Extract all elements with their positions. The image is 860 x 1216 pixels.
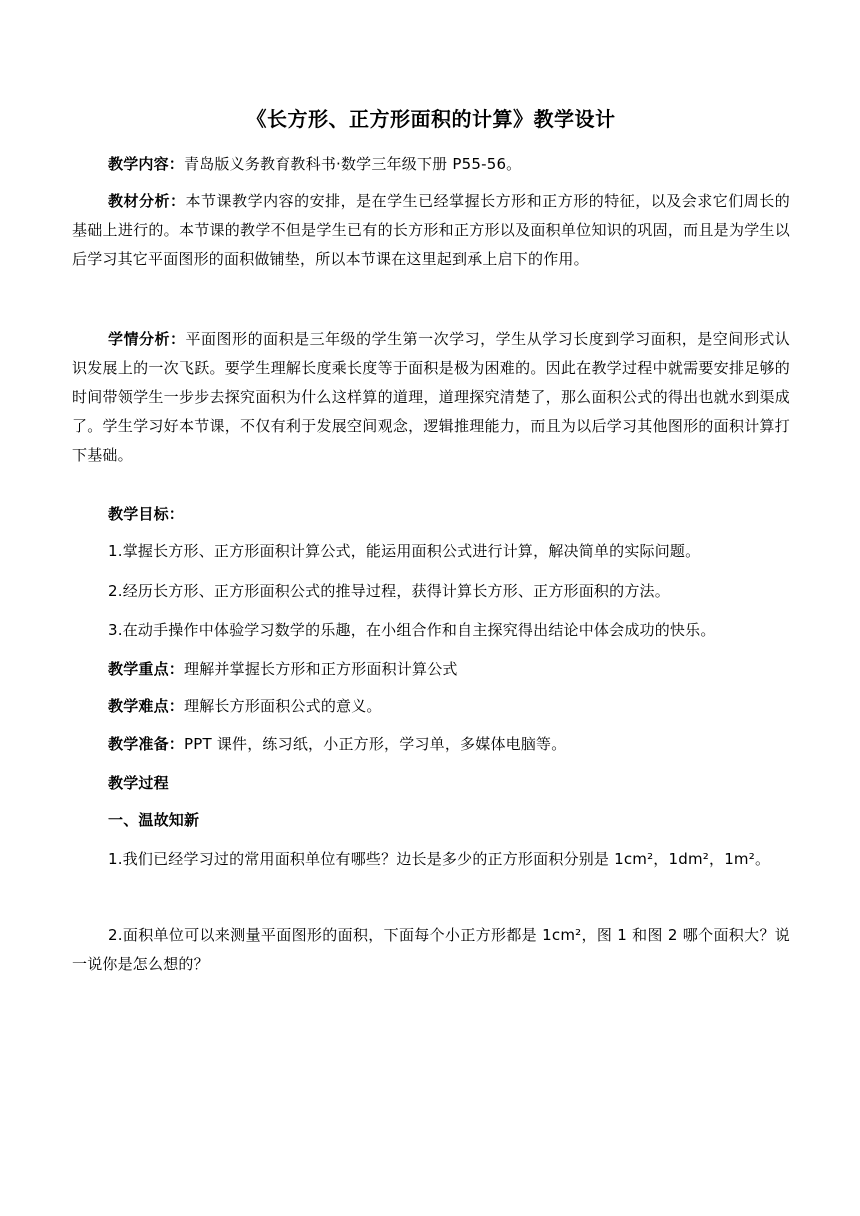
textbook-analysis-paragraph xyxy=(72,187,790,274)
review-question: 1.我们已经学习过的常用面积单位有哪些？边长是多少的正方形面积分别是 1cm²，1dm²，1m²。 xyxy=(108,850,771,868)
objectives-heading xyxy=(72,500,790,529)
preparation-label: 教学准备： xyxy=(108,735,185,753)
difficulty-label: 教学难点： xyxy=(108,697,185,715)
teaching-content-text: 青岛版义务教育教科书·数学三年级下册 P55-56。 xyxy=(184,155,522,173)
key-point-paragraph xyxy=(72,655,790,684)
textbook-analysis-text: 本节课教学内容的安排，是在学生已经掌握长方形和正方形的特征，以及会求它们周长的基础上进行的。本节课的教学不但是学生已有的长方形和正方形以及面积单位知识的巩固，而且是为学生以后学习其它平面图形的面积做铺垫，所以本节课在这里起到承上启下的作用。 xyxy=(72,192,790,268)
student-analysis-text: 平面图形的面积是三年级的学生第一次学习，学生从学习长度到学习面积，是空间形式认识发展上的一次飞跃。要学生理解长度乘长度等于面积是极为困难的。因此在教学过程中就需要安排足够的时间带领学生一步步去探究面积为什么这样算的道理，道理探究清楚了，那么面积公式的得出也就水到渠成了。学生学习好本节课，不仅有利于发展空间观念，逻辑推理能力，而且为以后学习其他图形的面积计算打下基础。 xyxy=(72,330,790,464)
section-heading: 一、温故知新 xyxy=(108,811,200,829)
key-point-label: 教学重点： xyxy=(108,660,185,678)
teaching-content-label: 教学内容： xyxy=(108,155,185,173)
review-question: 2.面积单位可以来测量平面图形的面积，下面每个小正方形都是 1cm²，图 1 和图 2 哪个面积大？说一说你是怎么想的？ xyxy=(72,926,790,973)
student-analysis-paragraph xyxy=(72,325,790,470)
textbook-analysis-label: 教材分析： xyxy=(108,192,186,210)
preparation-text: PPT 课件，练习纸，小正方形，学习单，多媒体电脑等。 xyxy=(184,735,567,753)
document-title: 《长方形、正方形面积的计算》教学设计 xyxy=(246,107,616,131)
difficulty-text: 理解长方形面积公式的意义。 xyxy=(184,697,382,715)
student-analysis-label: 学情分析： xyxy=(108,330,186,348)
objective-item: 1.掌握长方形、正方形面积计算公式，能运用面积公式进行计算，解决简单的实际问题。 xyxy=(108,542,701,560)
preparation-paragraph xyxy=(72,730,790,759)
objectives-label: 教学目标： xyxy=(108,505,185,523)
teaching-content-paragraph xyxy=(72,150,790,179)
key-point-text: 理解并掌握长方形和正方形面积计算公式 xyxy=(184,660,458,678)
objective-item: 3.在动手操作中体验学习数学的乐趣，在小组合作和自主探究得出结论中体会成功的快乐。 xyxy=(108,621,716,639)
process-heading: 教学过程 xyxy=(108,774,169,792)
objective-item: 2.经历长方形、正方形面积公式的推导过程，获得计算长方形、正方形面积的方法。 xyxy=(108,582,670,600)
difficulty-paragraph xyxy=(72,692,790,721)
